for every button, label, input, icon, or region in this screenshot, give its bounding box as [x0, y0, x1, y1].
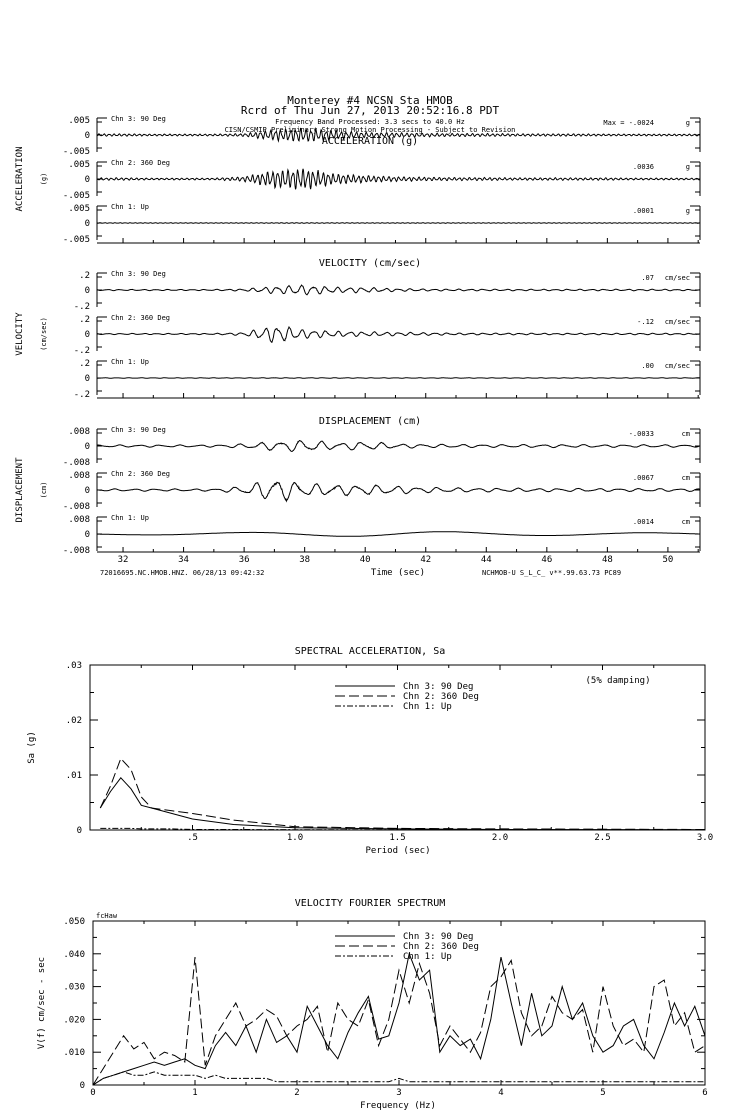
channel-unit-label: cm — [681, 518, 690, 526]
x-axis-label: Period (sec) — [365, 846, 431, 856]
legend-entry: Chn 2: 360 Deg — [403, 942, 479, 952]
channel-max-value: Max = -.0024 — [603, 119, 654, 127]
y-tick-label: 0 — [84, 442, 90, 452]
spectrum-title: SPECTRAL ACCELERATION, Sa — [294, 646, 446, 657]
y-tick-label: 0 — [84, 219, 90, 229]
y-tick-label: .005 — [68, 160, 90, 170]
x-tick-label: 6 — [702, 1088, 708, 1098]
channel-max-value: -.0033 — [628, 430, 654, 438]
x-tick-label: 1 — [192, 1088, 198, 1098]
y-tick-label: -.008 — [62, 502, 90, 512]
spectrum-line-solid — [100, 778, 705, 830]
spectrum-line-solid — [93, 954, 705, 1085]
y-tick-label: 0 — [84, 486, 90, 496]
channel-name-label: Chn 3: 90 Deg — [111, 426, 166, 434]
time-tick-label: 50 — [662, 555, 674, 565]
waveform-trace — [97, 223, 700, 224]
channel-unit-label: cm — [681, 430, 690, 438]
time-tick-label: 42 — [420, 555, 432, 565]
channel-unit-label: cm/sec — [664, 318, 690, 326]
y-tick-label: 0 — [84, 131, 90, 141]
legend-entry: Chn 3: 90 Deg — [403, 932, 474, 942]
y-tick-label: .2 — [79, 315, 90, 325]
header-frequency-band: Frequency Band Processed: 3.3 secs to 40.0 Hz — [275, 118, 465, 126]
y-tick-label: -.005 — [62, 235, 90, 245]
velocity-panel-title: VELOCITY (cm/sec) — [318, 258, 422, 269]
time-tick-label: 32 — [117, 555, 129, 565]
x-tick-label: 0 — [90, 1088, 96, 1098]
x-axis-label: Frequency (Hz) — [360, 1101, 436, 1111]
waveform-trace — [97, 285, 700, 295]
y-axis-label: V(f) cm/sec - sec — [37, 956, 47, 1050]
y-tick-label: 0 — [84, 530, 90, 540]
velocity-unit-label: (cm/sec) — [40, 317, 48, 351]
channel-unit-label: cm/sec — [664, 362, 690, 370]
acceleration-side-label: ACCELERATION — [15, 146, 25, 212]
waveform-trace — [97, 441, 700, 452]
channel-name-label: Chn 1: Up — [111, 358, 149, 366]
legend-entry: Chn 1: Up — [403, 702, 452, 712]
header-disclaimer: CISN/CSMIP Preliminary Strong Motion Processing - Subject to Revision — [224, 126, 516, 134]
channel-name-label: Chn 3: 90 Deg — [111, 270, 166, 278]
y-tick-label: .050 — [63, 917, 85, 927]
channel-unit-label: g — [685, 163, 690, 171]
y-tick-label: -.005 — [62, 147, 90, 157]
y-tick-label: -.2 — [73, 390, 90, 400]
channel-max-value: .00 — [641, 362, 654, 370]
y-tick-label: .2 — [79, 359, 90, 369]
x-tick-label: 2.5 — [594, 833, 611, 843]
channel-name-label: Chn 2: 360 Deg — [111, 314, 171, 322]
x-tick-label: 3.0 — [696, 833, 714, 843]
displacement-side-label: DISPLACEMENT — [15, 457, 25, 523]
channel-name-label: Chn 1: Up — [111, 203, 149, 211]
waveform-trace — [97, 327, 700, 342]
channel-name-label: Chn 1: Up — [111, 514, 149, 522]
y-tick-label: .03 — [65, 661, 82, 671]
legend-entry: Chn 1: Up — [403, 952, 452, 962]
time-tick-label: 34 — [178, 555, 189, 565]
legend-entry: Chn 3: 90 Deg — [403, 682, 474, 692]
y-tick-label: .2 — [79, 271, 90, 281]
time-tick-label: 36 — [238, 555, 250, 565]
x-tick-label: 4 — [498, 1088, 504, 1098]
y-tick-label: .01 — [65, 771, 82, 781]
x-tick-label: 2.0 — [491, 833, 509, 843]
plot-frame — [90, 665, 705, 830]
displacement-panel-title: DISPLACEMENT (cm) — [318, 416, 422, 427]
channel-max-value: -.12 — [637, 318, 654, 326]
time-tick-label: 38 — [299, 555, 311, 565]
velocity-side-label: VELOCITY — [15, 312, 25, 356]
footer-record-id: 72016695.NC.HMOB.HNZ. 06/28/13 09:42:32 — [100, 569, 265, 577]
y-tick-label: 0 — [79, 1081, 85, 1091]
spectrum-title: VELOCITY FOURIER SPECTRUM — [294, 898, 446, 909]
y-tick-label: -.008 — [62, 458, 90, 468]
y-tick-label: -.005 — [62, 191, 90, 201]
channel-unit-label: g — [685, 119, 690, 127]
channel-unit-label: cm — [681, 474, 690, 482]
y-tick-label: .02 — [65, 716, 82, 726]
header-record-time: Rcrd of Thu Jun 27, 2013 20:52:16.8 PDT — [240, 104, 500, 117]
acceleration-panel-title: ACCELERATION (g) — [321, 136, 419, 147]
corner-label: fcHaw — [96, 912, 118, 920]
y-tick-label: .040 — [63, 949, 85, 960]
channel-max-value: .0067 — [632, 474, 654, 482]
x-tick-label: 3 — [396, 1088, 402, 1098]
y-tick-label: 0 — [84, 330, 90, 340]
footer-station-code: NCHMOB-U S_L_C_ v**.99.63.73 PC89 — [482, 569, 622, 577]
channel-max-value: .0036 — [632, 163, 654, 171]
time-axis-label: Time (sec) — [370, 568, 426, 578]
damping-annotation: (5% damping) — [585, 676, 651, 686]
waveform-trace — [97, 378, 700, 379]
waveform-trace — [97, 482, 700, 501]
channel-unit-label: cm/sec — [664, 274, 690, 282]
spectrum-line-dashed — [93, 957, 705, 1085]
channel-max-value: .07 — [641, 274, 654, 282]
y-tick-label: -.008 — [62, 546, 90, 556]
x-tick-label: 5 — [600, 1088, 606, 1098]
time-tick-label: 48 — [601, 555, 613, 565]
y-tick-label: 0 — [84, 286, 90, 296]
y-tick-label: .005 — [68, 116, 90, 126]
acceleration-unit-label: (g) — [40, 172, 48, 186]
x-tick-label: 1.0 — [286, 833, 304, 843]
y-tick-label: 0 — [76, 826, 82, 836]
channel-name-label: Chn 2: 360 Deg — [111, 159, 171, 167]
header-title: Monterey #4 NCSN Sta HMOB — [287, 94, 453, 107]
displacement-unit-label: (cm) — [40, 481, 48, 499]
legend-entry: Chn 2: 360 Deg — [403, 692, 479, 702]
x-tick-label: 1.5 — [389, 833, 406, 843]
y-tick-label: .008 — [68, 427, 90, 437]
y-tick-label: -.2 — [73, 302, 90, 312]
x-tick-label: .5 — [187, 833, 198, 843]
time-tick-label: 40 — [359, 555, 371, 565]
channel-max-value: .0014 — [632, 518, 654, 526]
channel-name-label: Chn 3: 90 Deg — [111, 115, 166, 123]
y-tick-label: 0 — [84, 374, 90, 384]
x-tick-label: 2 — [294, 1088, 300, 1098]
y-tick-label: .010 — [63, 1048, 85, 1059]
y-tick-label: -.2 — [73, 346, 90, 356]
y-tick-label: .008 — [68, 471, 90, 481]
y-tick-label: .030 — [63, 982, 85, 993]
y-tick-label: .020 — [63, 1015, 85, 1026]
channel-name-label: Chn 2: 360 Deg — [111, 470, 171, 478]
time-tick-label: 46 — [541, 555, 553, 565]
channel-unit-label: g — [685, 207, 690, 215]
time-tick-label: 44 — [480, 555, 492, 565]
y-tick-label: .008 — [68, 515, 90, 525]
channel-max-value: .0001 — [632, 207, 654, 215]
y-axis-label: Sa (g) — [27, 731, 37, 764]
waveform-trace — [97, 169, 700, 190]
waveform-trace — [97, 532, 700, 537]
y-tick-label: 0 — [84, 175, 90, 185]
y-tick-label: .005 — [68, 204, 90, 214]
